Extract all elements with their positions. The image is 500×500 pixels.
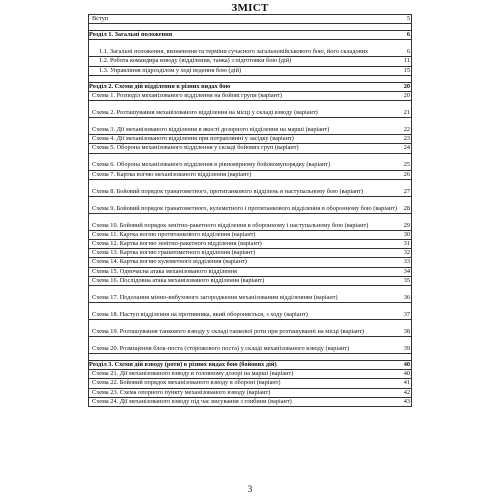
toc-entry-title: Схема 9. Бойовий порядок гранатометного, кулеметного і протитанкового відділення в оборонному бою (варіант) <box>92 204 397 212</box>
toc-entry-page: 29 <box>403 221 410 229</box>
toc-entry-page: 27 <box>403 187 410 195</box>
toc-entry-title: Схема 13. Картка вогню гранатометного відділення (варіант) <box>92 249 256 257</box>
toc-entry[interactable] <box>89 258 411 267</box>
page-title: ЗМІСТ <box>231 2 269 14</box>
toc-entry-page: 42 <box>403 388 410 396</box>
toc-entry[interactable] <box>89 31 411 40</box>
toc-entry-title: Схема 7. Картка вогню механізованого відділення (варіант) <box>92 170 252 178</box>
toc-entry-title: Схема 17. Подолання мінно-вибухового загородження механізованим відділенням (варіант) <box>92 293 338 301</box>
toc-entry-page: 11 <box>403 57 410 65</box>
toc-entry[interactable] <box>89 83 411 92</box>
toc-entry-title: Схема 6. Оборона механізованого відділення в рівномірному бойовомупорядку (варіант) <box>92 161 331 169</box>
toc-entry-title: Схема 22. Бойовий порядок механізованого взводу в обороні (варіант) <box>92 379 281 387</box>
toc-entry-page: 24 <box>403 144 410 152</box>
toc-entry[interactable] <box>89 337 411 354</box>
toc-entry[interactable] <box>89 320 411 337</box>
toc-entry-title: Схема 3. Дії механізованого відділення в якості дозорного відділення на марші (варіант) <box>92 126 330 134</box>
toc-entry-page: 32 <box>403 249 410 257</box>
toc-entry[interactable] <box>89 214 411 231</box>
toc-entry-title: 1.2. Робота командира взводу (відділення, танка) з підготовки бою (дій) <box>99 57 292 65</box>
toc-entry-page: 6 <box>406 48 410 56</box>
toc-entry-page: 38 <box>403 327 410 335</box>
toc-entry-page: 34 <box>403 267 410 275</box>
toc-entry-title: Схема 2. Розташування механізованого відділення на місці у складі взводу (варіант) <box>92 109 318 117</box>
toc-entry-page: 25 <box>403 161 410 169</box>
toc-entry[interactable] <box>89 268 411 277</box>
toc-entry[interactable] <box>89 231 411 240</box>
toc-entry[interactable] <box>89 135 411 144</box>
toc-entry-title: Схема 15. Одночасна атака механізованого відділення <box>92 267 237 275</box>
toc-entry[interactable] <box>89 197 411 214</box>
toc-entry[interactable] <box>89 277 411 286</box>
toc-entry-title: Схема 1. Розподіл механізованого відділення на бойові групи (варіант) <box>92 92 282 100</box>
toc-entry-page: 40 <box>403 370 410 378</box>
toc-entry-page: 40 <box>403 361 410 369</box>
toc-entry[interactable] <box>89 118 411 135</box>
toc-entry-title: Схема 21. Дії механізованого взводу в головному дозорі на марші (варіант) <box>92 370 294 378</box>
toc-entry-page: 20 <box>403 82 410 90</box>
toc-entry-title: Схема 18. Наступ відділення на противника, який обороняється, з ходу (варіант) <box>92 310 308 318</box>
toc-entry-page: 15 <box>403 66 410 74</box>
toc-entry[interactable] <box>89 67 411 76</box>
toc-entry-title: 1.3. Управління підрозділом у ході ведення бою (дій) <box>99 66 242 74</box>
toc-entry-page: 31 <box>403 240 410 248</box>
toc-entry-title: Розділ 2. Схеми дій відділення в різних видах бою <box>89 82 231 90</box>
toc-entry-title: Схема 20. Розміщення блок-поста (сторожового поста) у складі механізованого взводу (варіант) <box>92 344 350 352</box>
toc-entry[interactable] <box>89 398 411 407</box>
toc-entry-page: 36 <box>403 293 410 301</box>
toc-entry-title: Схема 4. Дії механізованого відділення при потраплянні у засідку (варіант) <box>92 135 294 143</box>
toc-entry[interactable] <box>89 144 411 153</box>
toc-entry[interactable] <box>89 370 411 379</box>
toc-entry-page: 20 <box>403 92 410 100</box>
toc-entry-title: Розділ 1. Загальні положення <box>89 31 173 39</box>
toc-entry-title: Розділ 3. Схеми дій взводу (роти) в різних видах бою (бойових дій) <box>89 361 277 369</box>
toc-entry[interactable] <box>89 361 411 370</box>
toc-entry[interactable] <box>89 92 411 101</box>
section-divider <box>89 354 411 361</box>
toc-entry-title: Схема 16. Послідовна атака механізованого відділення (варіант) <box>92 276 265 284</box>
toc-entry[interactable] <box>89 180 411 197</box>
toc-entry[interactable] <box>89 303 411 320</box>
toc-entry-title: Схема 11. Картка вогню протитанкового відділення (варіант) <box>92 230 256 238</box>
toc-entry[interactable] <box>89 379 411 388</box>
toc-entry-title: 1.1. Загальні положення, визначення та терміни сучасного загальновійськового бою, його складових <box>99 48 369 56</box>
toc-entry-page: 23 <box>403 135 410 143</box>
toc-entry-title: Схема 10. Бойовий порядок зенітно-ракетного відділення в оборонному і наступальному бою (варіант) <box>92 221 369 229</box>
toc-entry-title: Схема 12. Картка вогню зенітно-ракетного відділення (варіант) <box>92 240 262 248</box>
toc-entry-page: 6 <box>406 31 410 39</box>
toc-entry-title: Схема 14. Картка вогню кулеметного відділення (варіант) <box>92 258 247 266</box>
table-of-contents <box>88 14 412 407</box>
toc-entry[interactable] <box>89 171 411 180</box>
toc-entry-title: Схема 5. Оборона механізованого відділення у складі бойових груп (варіант) <box>92 144 299 152</box>
toc-entry-title: Вступ <box>92 15 109 22</box>
toc-entry[interactable] <box>89 286 411 303</box>
toc-entry[interactable] <box>89 15 411 24</box>
toc-entry-page: 41 <box>403 379 410 387</box>
toc-entry[interactable] <box>89 249 411 258</box>
toc-entry-title: Схема 19. Розташування танкового взводу у складі танкової роти при розташуванні на місці (варіант) <box>92 327 365 335</box>
toc-entry-title: Схема 24. Дії механізованого взводу під час висування з глибини (варіант) <box>92 397 292 405</box>
page-number: 3 <box>247 484 253 494</box>
toc-entry[interactable] <box>89 101 411 118</box>
toc-entry[interactable] <box>89 40 411 57</box>
toc-entry-title: Схема 23. Схема опорного пункту механізованого взводу (варіант) <box>92 388 271 396</box>
toc-entry[interactable] <box>89 154 411 171</box>
toc-entry-page: 26 <box>403 170 410 178</box>
toc-entry-title: Схема 8. Бойовий порядок гранатометного, протитанкового відділень в наступальному бою (варіант) <box>92 187 364 195</box>
toc-entry-page: 39 <box>403 344 410 352</box>
toc-entry-page: 37 <box>403 310 410 318</box>
section-divider <box>89 76 411 83</box>
toc-entry-page: 43 <box>403 397 410 405</box>
toc-entry-page: 28 <box>403 204 410 212</box>
toc-entry-page: 30 <box>403 230 410 238</box>
section-divider <box>89 24 411 31</box>
toc-entry-page: 5 <box>406 15 410 22</box>
toc-entry-page: 33 <box>403 258 410 266</box>
toc-entry-page: 22 <box>403 126 410 134</box>
toc-entry[interactable] <box>89 57 411 66</box>
toc-entry[interactable] <box>89 389 411 398</box>
toc-entry[interactable] <box>89 240 411 249</box>
toc-entry-page: 35 <box>403 276 410 284</box>
toc-entry-page: 21 <box>403 109 410 117</box>
